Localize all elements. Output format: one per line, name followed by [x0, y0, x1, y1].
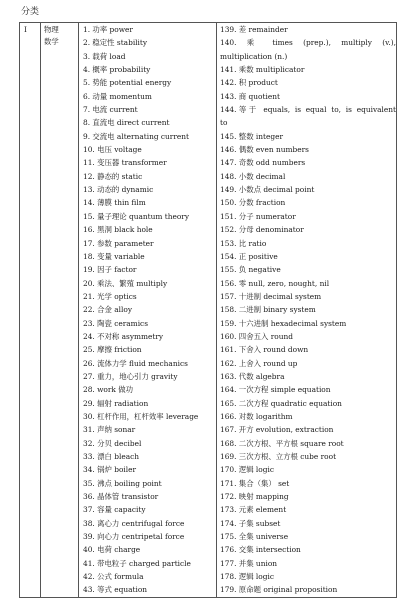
- term-entry: 12. 静态的 static: [83, 171, 143, 181]
- term-entry: 24. 不对称 asymmetry: [83, 331, 164, 341]
- term-entry: 160. 四舍五入 round: [220, 331, 293, 341]
- term-entry: 165. 二次方程 quadratic equation: [220, 398, 342, 408]
- term-entry: 39. 向心力 centripetal force: [83, 532, 185, 542]
- term-entry: 177. 并集 union: [220, 558, 278, 568]
- term-entry: 17. 参数 parameter: [83, 238, 154, 248]
- term-entry: 169. 三次方根、立方根 cube root: [220, 452, 337, 461]
- term-entry: 8. 直流电 direct current: [83, 118, 170, 128]
- term-entry: 173. 元素 element: [220, 505, 287, 515]
- term-entry: [217, 103, 396, 130]
- term-entry: 13. 动态的 dynamic: [83, 185, 154, 195]
- term-entry: 168. 二次方根、平方根 square root: [220, 438, 344, 448]
- term-entry: 26. 流体力学 fluid mechanics: [83, 358, 188, 368]
- term-entry: 30. 杠杆作用，杠杆效率 leverage: [83, 411, 199, 421]
- right-terms-list: [217, 23, 396, 597]
- category-number-cell: [20, 23, 41, 598]
- term-entry: 2. 稳定性 stability: [83, 38, 148, 48]
- term-entry: 43. 等式 equation: [83, 585, 148, 595]
- term-entry-line: to: [220, 118, 228, 128]
- category-label: 物理: [44, 25, 59, 34]
- term-entry: 164. 一次方程 simple equation: [220, 385, 331, 395]
- term-entry: 34. 锅炉 boiler: [83, 465, 137, 475]
- term-entry: 1. 功率 power: [83, 25, 133, 34]
- term-entry-line: multiplication (n.): [220, 51, 288, 61]
- term-entry: 37. 容量 capacity: [83, 505, 146, 515]
- term-entry: 33. 漂白 bleach: [83, 452, 140, 461]
- term-entry: 19. 因子 factor: [83, 265, 137, 275]
- term-entry: 35. 沸点 boiling point: [83, 478, 162, 488]
- term-entry: 146. 偶数 even numbers: [220, 145, 309, 155]
- term-entry: 170. 逻辑 logic: [220, 465, 274, 475]
- term-entry: 27. 重力，地心引力 gravity: [83, 371, 178, 381]
- term-entry: 28. work 做功: [83, 385, 134, 395]
- table-row: [20, 23, 397, 598]
- left-terms-list: [79, 23, 216, 597]
- term-entry: 150. 分数 fraction: [220, 198, 286, 208]
- term-entry: 148. 小数 decimal: [220, 171, 286, 181]
- category-number: Ⅰ: [24, 25, 27, 34]
- term-entry: 174. 子集 subset: [220, 518, 281, 528]
- term-entry: 163. 代数 algebra: [220, 371, 285, 381]
- section-heading: 分类: [21, 7, 40, 17]
- term-entry: 161. 下舍入 round down: [220, 345, 309, 355]
- term-entry: 6. 动量 momentum: [83, 91, 152, 101]
- left-terms-column: [79, 23, 217, 598]
- term-entry: 158. 二进制 binary system: [220, 305, 316, 315]
- term-entry: 3. 载荷 load: [83, 51, 126, 61]
- term-entry: 10. 电压 voltage: [83, 145, 142, 155]
- term-entry: 15. 量子理论 quantum theory: [83, 211, 190, 221]
- vocabulary-table: [19, 22, 397, 598]
- term-entry: 152. 分母 denominator: [220, 225, 304, 235]
- term-entry: 139. 差 remainder: [220, 25, 288, 34]
- term-entry-line: 140. 乘 times (prep.), multiply (v.),: [220, 38, 396, 48]
- term-entry: 151. 分子 numerator: [220, 211, 296, 221]
- term-entry: 32. 分贝 decibel: [83, 438, 142, 448]
- term-entry: 23. 陶瓷 ceramics: [83, 318, 148, 328]
- term-entry: 145. 整数 integer: [220, 131, 284, 141]
- term-entry: 29. 辐射 radiation: [83, 398, 149, 408]
- term-entry: 162. 上舍入 round up: [220, 358, 298, 368]
- term-entry: 4. 概率 probability: [83, 65, 151, 75]
- term-entry: 11. 变压器 transformer: [83, 158, 167, 168]
- term-entry: 159. 十六进制 hexadecimal system: [220, 318, 347, 328]
- term-entry: 7. 电流 current: [83, 105, 138, 115]
- term-entry: 155. 负 negative: [220, 265, 281, 275]
- term-entry: 31. 声纳 sonar: [83, 425, 136, 435]
- category-label: 数学: [44, 37, 59, 46]
- term-entry: [217, 36, 396, 63]
- term-entry: 171. 集合（集） set: [220, 478, 290, 488]
- term-entry: 41. 带电粒子 charged particle: [83, 558, 191, 568]
- term-entry: 36. 晶体管 transistor: [83, 492, 159, 502]
- term-entry: 167. 开方 evolution, extraction: [220, 425, 334, 435]
- term-entry: 16. 黑洞 black hole: [83, 225, 153, 235]
- term-entry: 176. 交集 intersection: [220, 545, 301, 555]
- term-entry: 178. 逻辑 logic: [220, 572, 274, 582]
- term-entry: 153. 比 ratio: [220, 238, 267, 248]
- term-entry: 172. 映射 mapping: [220, 492, 289, 502]
- term-entry: 18. 变量 variable: [83, 251, 145, 261]
- term-entry: 149. 小数点 decimal point: [220, 185, 315, 195]
- term-entry: 154. 正 positive: [220, 251, 278, 261]
- term-entry: 38. 离心力 centrifugal force: [83, 518, 185, 528]
- right-terms-column: [217, 23, 397, 598]
- term-entry: 14. 薄膜 thin film: [83, 198, 146, 208]
- term-entry: 143. 商 quotient: [220, 91, 280, 101]
- term-entry: 5. 势能 potential energy: [83, 78, 172, 88]
- term-entry: 42. 公式 formula: [83, 572, 144, 582]
- term-entry: 20. 乘法、繁殖 multiply: [83, 278, 168, 288]
- term-entry: 175. 全集 universe: [220, 532, 289, 542]
- term-entry: 9. 交流电 alternating current: [83, 131, 189, 141]
- term-entry: 141. 乘数 multiplicator: [220, 65, 305, 75]
- term-entry: 166. 对数 logarithm: [220, 411, 293, 421]
- term-entry: 22. 合金 alloy: [83, 305, 132, 315]
- category-cell: [41, 23, 79, 598]
- term-entry: 142. 积 product: [220, 78, 278, 88]
- term-entry: 179. 原命题 original proposition: [220, 585, 338, 595]
- term-entry: 25. 摩擦 friction: [83, 345, 142, 355]
- term-entry: 40. 电荷 charge: [83, 545, 141, 555]
- term-entry: 157. 十进制 decimal system: [220, 291, 322, 301]
- term-entry: 156. 零 null, zero, nought, nil: [220, 278, 330, 288]
- term-entry: 147. 奇数 odd numbers: [220, 158, 306, 168]
- term-entry: 21. 光学 optics: [83, 291, 137, 301]
- term-entry-line: 144.等于 equals, is equal to, is equivalent: [220, 105, 396, 115]
